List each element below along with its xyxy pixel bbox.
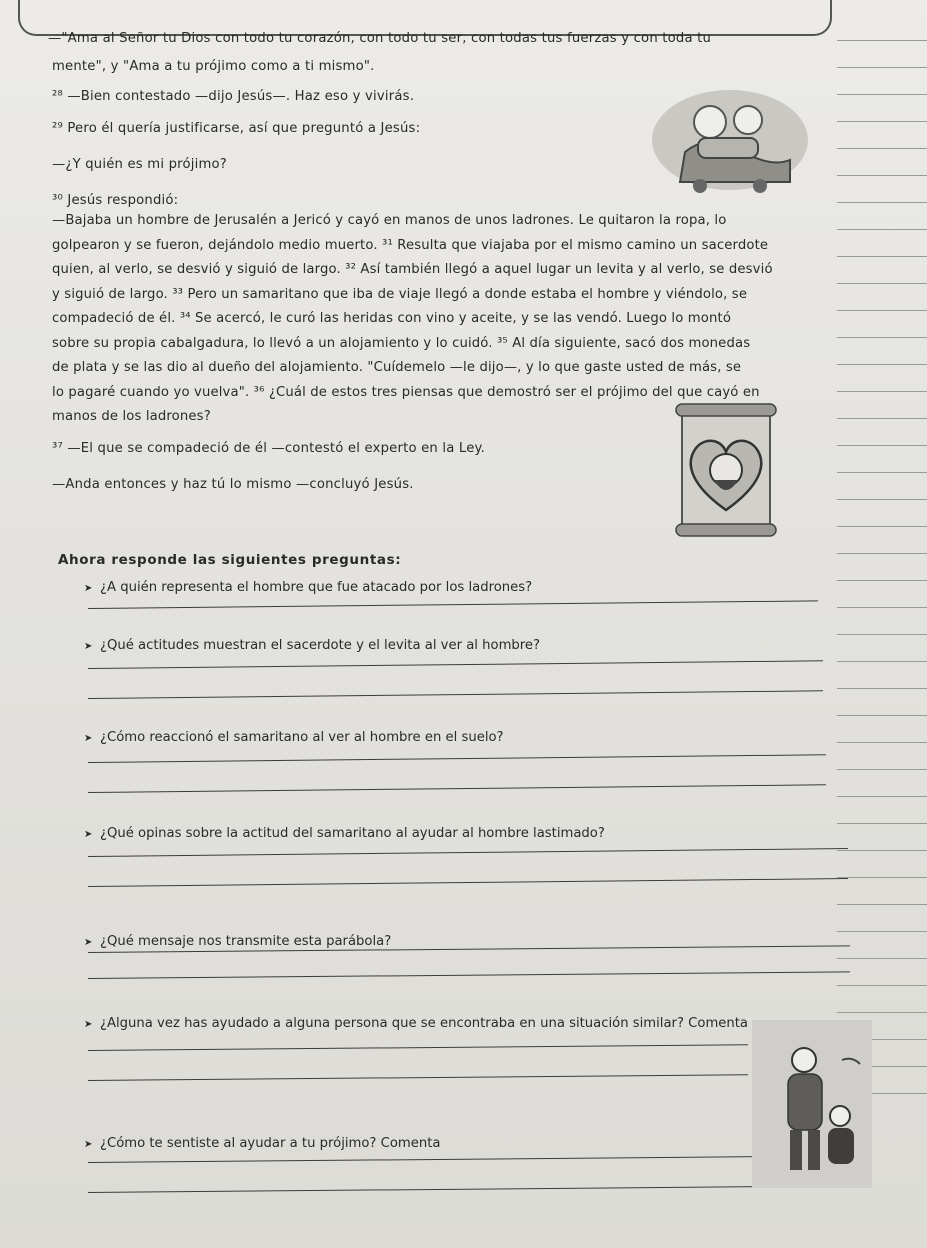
question-1 xyxy=(84,580,532,595)
parable-line: y siguió de largo. ³³ Pero un samaritano que iba de viaje llegó a donde estaba el hombre y viéndolo, se xyxy=(52,286,748,302)
answer-line[interactable] xyxy=(88,660,823,669)
answer-line[interactable] xyxy=(88,1156,758,1163)
question-7 xyxy=(84,1136,440,1151)
parable-line: manos de los ladrones? xyxy=(52,409,211,424)
arrow-bullet-icon: ➤ xyxy=(84,937,93,948)
parable-line: sobre su propia cabalgadura, lo llevó a un alojamiento y lo cuidó. ³⁵ Al día siguiente, sacó dos monedas xyxy=(52,335,751,351)
parable-line: compadeció de él. ³⁴ Se acercó, le curó las heridas con vino y aceite, y se las vendó. Luego lo montó xyxy=(52,311,732,326)
question-text: ¿Qué mensaje nos transmite esta parábola? xyxy=(100,934,392,949)
answer-line[interactable] xyxy=(88,1044,748,1051)
arrow-bullet-icon: ➤ xyxy=(84,829,93,840)
answer-line[interactable] xyxy=(88,1186,758,1193)
neighbor-question: —¿Y quién es mi prójimo? xyxy=(52,157,227,172)
answer-line[interactable] xyxy=(88,848,848,857)
verse-29: ²⁹ Pero él quería justificarse, así que preguntó a Jesús: xyxy=(52,121,421,136)
arrow-bullet-icon: ➤ xyxy=(84,1139,93,1150)
arrow-bullet-icon: ➤ xyxy=(84,733,93,744)
question-4 xyxy=(84,826,605,841)
parable-line: quien, al verlo, se desvió y siguió de largo. ³² Así también llegó a aquel lugar un levita y al verlo, se desvió xyxy=(52,262,773,277)
answer-line[interactable] xyxy=(88,600,818,609)
question-text: ¿Qué actitudes muestran el sacerdote y el levita al ver al hombre? xyxy=(100,638,541,653)
parable-paragraph xyxy=(52,209,772,430)
question-text: ¿Alguna vez has ayudado a alguna persona que se encontraba en una situación similar? Comenta xyxy=(100,1016,749,1031)
helping-person-illustration xyxy=(752,1020,872,1188)
answer-line[interactable] xyxy=(88,784,826,793)
question-2 xyxy=(84,638,540,653)
answer-line[interactable] xyxy=(88,971,850,979)
intro-line-2: mente", y "Ama a tu prójimo como a ti mismo". xyxy=(52,59,375,74)
arrow-bullet-icon: ➤ xyxy=(84,641,93,652)
question-text: ¿A quién representa el hombre que fue atacado por los ladrones? xyxy=(100,580,533,595)
answer-line[interactable] xyxy=(88,754,826,763)
verse-28: ²⁸ —Bien contestado —dijo Jesús—. Haz eso y vivirás. xyxy=(52,89,415,104)
question-5 xyxy=(84,934,391,949)
arrow-bullet-icon: ➤ xyxy=(84,1019,93,1030)
question-text: ¿Cómo te sentiste al ayudar a tu prójimo? Comenta xyxy=(100,1136,441,1151)
question-3 xyxy=(84,730,504,745)
closing-line: —Anda entonces y haz tú lo mismo —concluyó Jesús. xyxy=(52,477,414,492)
verse-37: ³⁷ —El que se compadeció de él —contestó el experto en la Ley. xyxy=(52,441,486,456)
answer-line[interactable] xyxy=(88,690,823,699)
answer-line[interactable] xyxy=(88,1074,748,1081)
samaritan-cartoon-illustration xyxy=(640,82,810,194)
parable-line: de plata y se las dio al dueño del alojamiento. "Cuídemelo —le dijo—, y lo que gaste usted de más, se xyxy=(52,360,742,375)
answer-line[interactable] xyxy=(88,878,848,887)
parable-line: golpearon y se fueron, dejándolo medio muerto. ³¹ Resulta que viajaba por el mismo camino un sacerdote xyxy=(52,237,769,253)
question-6 xyxy=(84,1016,748,1031)
question-text: ¿Cómo reaccionó el samaritano al ver al hombre en el suelo? xyxy=(100,730,504,745)
heart-scroll-illustration xyxy=(672,400,780,552)
question-text: ¿Qué opinas sobre la actitud del samaritano al ayudar al hombre lastimado? xyxy=(100,826,605,841)
verse-30: ³⁰ Jesús respondió: xyxy=(52,193,179,208)
arrow-bullet-icon: ➤ xyxy=(84,583,93,594)
parable-line: —Bajaba un hombre de Jerusalén a Jericó y cayó en manos de unos ladrones. Le quitaron la ropa, lo xyxy=(52,213,727,228)
questions-heading: Ahora responde las siguientes preguntas: xyxy=(58,552,402,568)
parable-line: lo pagaré cuando yo vuelva". ³⁶ ¿Cuál de estos tres piensas que demostró ser el prójimo del que cayó en xyxy=(52,384,760,400)
intro-line-1: —"Ama al Señor tu Dios con todo tu corazón, con todo tu ser, con todas tus fuerzas y con toda tu xyxy=(48,31,712,46)
notebook-lines xyxy=(837,40,927,1190)
